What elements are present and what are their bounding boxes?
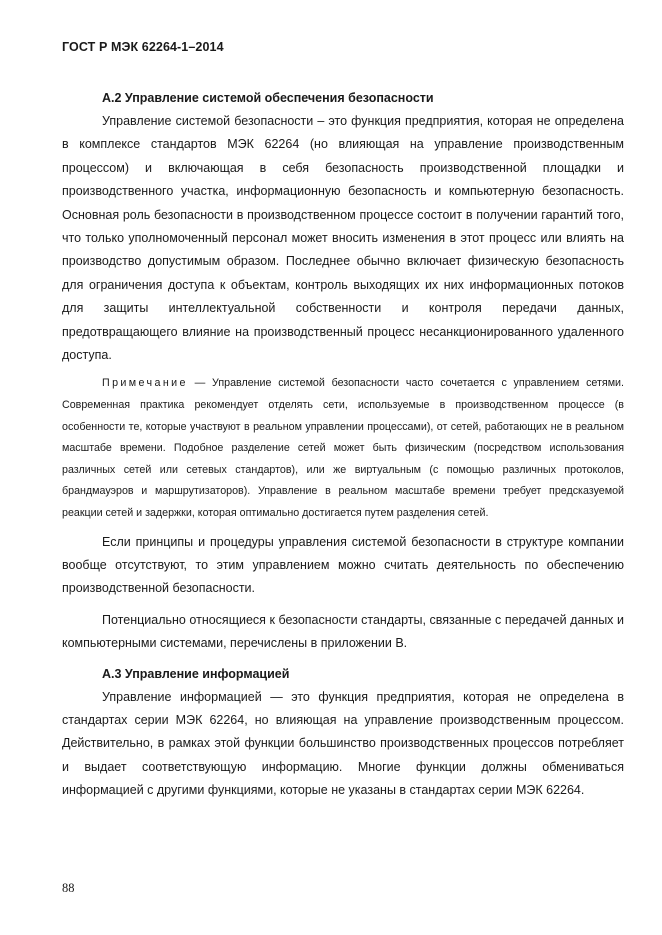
note-label: Примечание: [102, 377, 188, 390]
section-a3-heading: А.3 Управление информацией: [102, 666, 290, 681]
section-a2-paragraph-2: Если принципы и процедуры управления системой безопасности в структуре компании вообще отсутствуют, то этим управлением можно считать деятельность по обеспечению производственной безопасности.: [62, 534, 624, 596]
page-content: [62, 88, 624, 803]
section-a2-heading: А.2 Управление системой обеспечения безопасности: [102, 91, 434, 105]
section-a3-paragraph-1: Управление информацией — это функция предприятия, которая не определена в стандартах серии МЭК 62264, но влияющая на управление производственным процессом. Действительно, в рамках этой функции большинство производственных процессов потребляет и выдает соответствующую информацию. Многие функции должны обмениваться информацией с другими функциями, которые не указаны в стандартах серии МЭК 62264.: [62, 689, 624, 798]
page-number: 88: [62, 881, 75, 895]
section-a2-note: [62, 373, 624, 524]
section-a2-paragraph-1: Управление системой безопасности – это функция предприятия, которая не определена в комплексе стандартов МЭК 62264 (но влияющая на управление производственным процессом) и включающая в себя безопасность производственной площадки и производственного участка, информационную безопасность и компьютерную безопасность. Основная роль безопасности в производственном процессе состоит в получении гарантий того, что только уполномоченный персонал может вносить изменения в этот процесс или влиять на производство допустимым образом. Последнее обычно включает физическую безопасность для ограничения доступа к объектам, контроль выходящих их них информационных потоков для защиты интеллектуальной собственности и контроля передачи данных, предотвращающего влияние на производственный процесс несанкционированного удаленного доступа.: [62, 114, 624, 363]
section-a2-paragraph-3: Потенциально относящиеся к безопасности стандарты, связанные с передачей данных и компьютерными системами, перечислены в приложении В.: [62, 612, 624, 651]
note-text: — Управление системой безопасности часто сочетается с управлением сетями. Современная практика рекомендует отделять сети, используемые в производственном процессе (в особенности те, которые участвуют в реальном управлении процессами), от сетей, работающих не в реальном масштабе времени. Подобное разделение сетей может быть физическим (посредством использования различных сетей или сетевых стандартов), или же виртуальным (с помощью различных протоколов, брандмауэров и маршрутизаторов). Управление в реальном масштабе времени требует предсказуемой реакции сетей и задержки, которая оптимально достигается путем разделения сетей.: [62, 377, 624, 520]
document-header: ГОСТ Р МЭК 62264-1–2014: [62, 40, 224, 54]
